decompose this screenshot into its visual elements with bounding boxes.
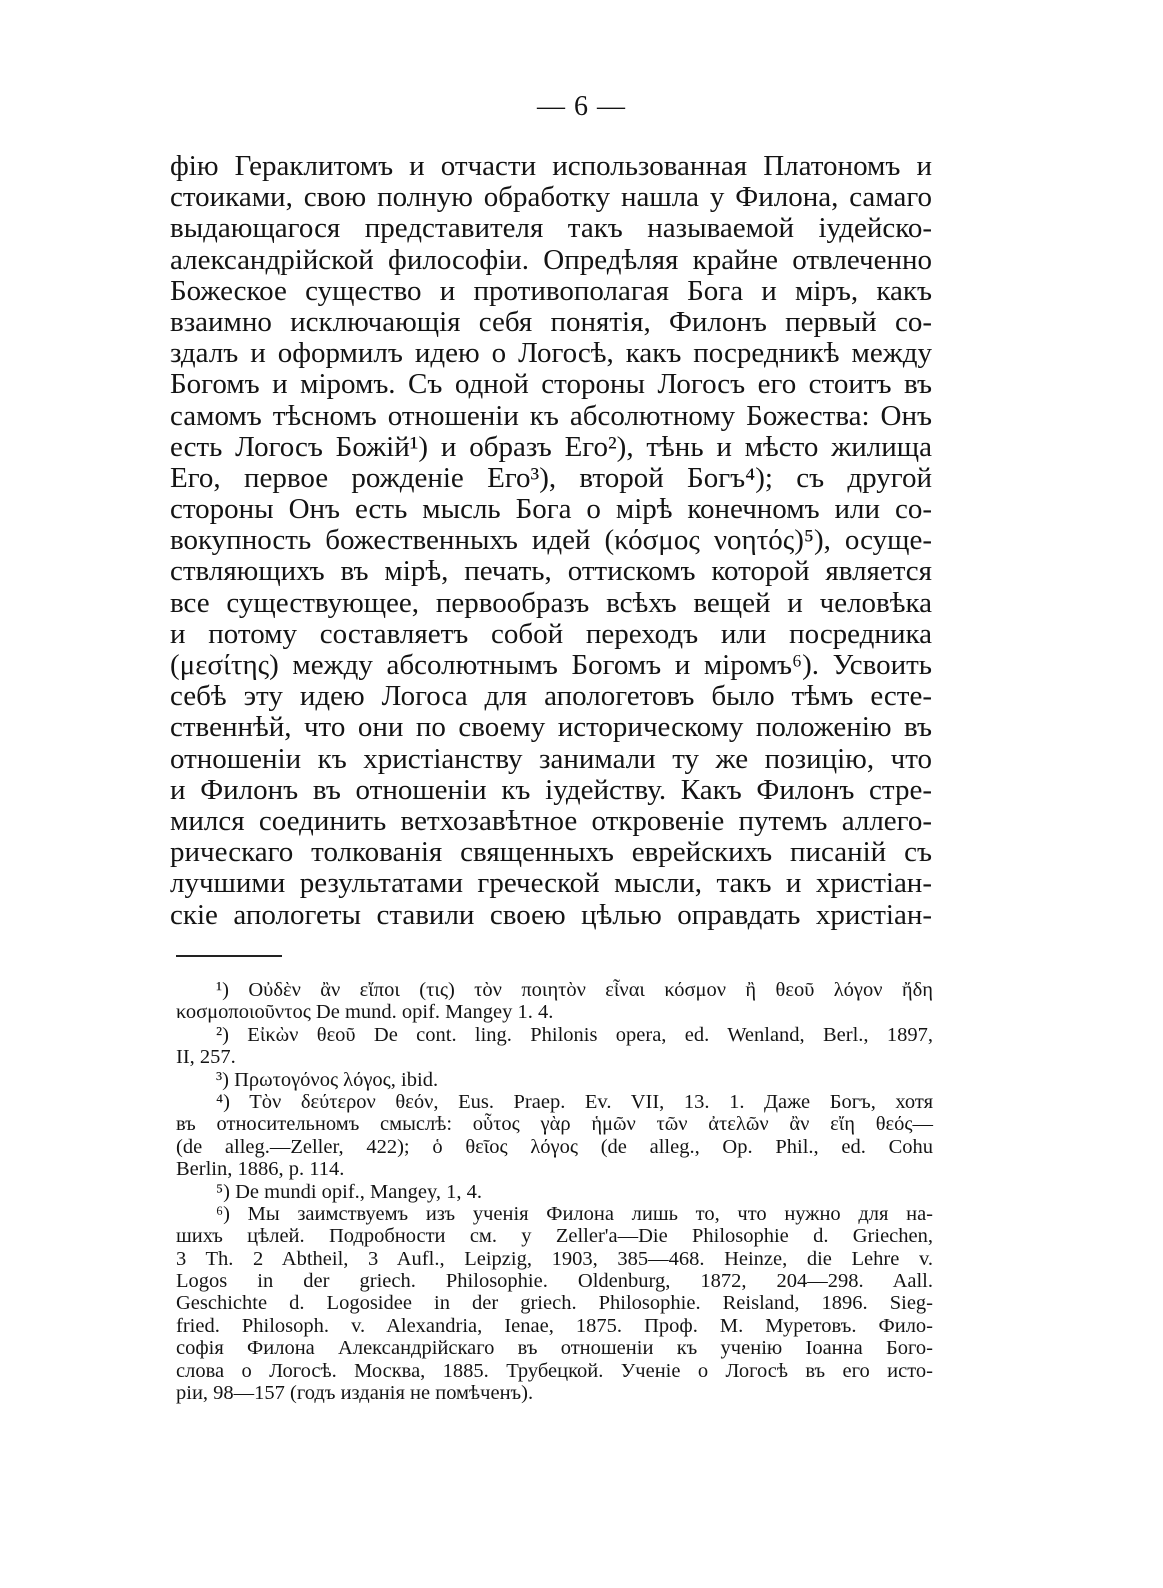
- footnote-line: ¹) Οὐδὲν ἂν εἴποι (τις) τὸν ποιητὸν εἶναι κόσμον ἢ θεοῦ λόγον ἤδη: [216, 979, 933, 1001]
- page-number: — 6 —: [537, 91, 626, 122]
- footnote-line: Geschichte d. Logosidee in der griech. Philosophie. Reisland, 1896. Sieg-: [176, 1292, 933, 1315]
- text-line: рическаго толкованія священныхъ еврейскихъ писаній съ: [170, 836, 932, 869]
- text-line: скіе апологеты ставили своею цѣлью оправдать христіан-: [170, 898, 932, 931]
- text-line: александрійской философіи. Опредѣляя крайне отвлеченно: [170, 243, 932, 276]
- footnote-line: ⁵) De mundi opif., Mangey, 1, 4.: [216, 1180, 483, 1203]
- text-line: ствляющихъ въ мірѣ, печать, оттискомъ которой является: [170, 555, 932, 588]
- text-line: взаимно исключающія себя понятія, Филонъ первый со-: [170, 305, 932, 338]
- text-line: себѣ эту идею Логоса для апологетовъ было тѣмъ есте-: [170, 680, 932, 713]
- text-line: выдающагося представителя такъ называемой іудейско-: [170, 212, 932, 245]
- text-line: самомъ тѣсномъ отношеніи къ абсолютному Божества: Онъ: [170, 399, 932, 432]
- footnote-line: (de alleg.—Zeller, 422); ὁ θεῖος λόγος (de alleg., Op. Phil., ed. Cohu: [176, 1135, 933, 1158]
- text-line: стороны Онъ есть мысль Бога о мірѣ конечномъ или со-: [170, 493, 932, 526]
- text-line: Его, первое рожденіе Его³), второй Богъ⁴); съ другой: [170, 461, 932, 494]
- footnote-line: слова о Логосѣ. Москва, 1885. Трубецкой. Ученіе о Логосѣ въ его исто-: [176, 1359, 933, 1382]
- footnote-line: II, 257.: [176, 1046, 236, 1069]
- text-line: фію Гераклитомъ и отчасти использованная Платономъ и: [170, 150, 932, 182]
- footnote-line: шихъ цѣлей. Подробности см. у Zeller'a—Die Philosophie d. Griechen,: [176, 1225, 933, 1248]
- footnote-line: ³) Πρωτογόνος λόγος, ibid.: [216, 1068, 439, 1091]
- footnote-line: въ относительномъ смыслѣ: οὗτος γὰρ ἡμῶν τῶν ἀτελῶν ἂν εἴη θεός—: [176, 1113, 933, 1136]
- text-line: Богомъ и міромъ. Съ одной стороны Логосъ его стоитъ въ: [170, 368, 932, 401]
- footnote-line: Logos in der griech. Philosophie. Oldenburg, 1872, 204—298. Aall.: [176, 1270, 933, 1293]
- text-line: и потому составляетъ собой переходъ или посредника: [170, 617, 932, 650]
- footnote-line: κοσμοποιοῦντος De mund. opif. Mangey 1. 4.: [176, 1001, 554, 1024]
- footnote-line: ріи, 98—157 (годъ изданія не помѣченъ).: [176, 1382, 534, 1405]
- footnote-line: fried. Philosoph. v. Alexandria, Ienae, 1875. Проф. М. Муретовъ. Фило-: [176, 1314, 933, 1337]
- text-line: здалъ и оформилъ идею о Логосѣ, какъ посредникѣ между: [170, 337, 932, 370]
- text-line: отношеніи къ христіанству занимали ту же позицію, что: [170, 742, 932, 775]
- footnotes-block: [176, 979, 933, 1404]
- text-line: лучшими результатами греческой мысли, такъ и христіан-: [170, 867, 932, 900]
- text-line: Божеское существо и противополагая Бога и міръ, какъ: [170, 274, 932, 307]
- footnote-line: ⁶) Мы заимствуемъ изъ ученія Филона лишь то, что нужно для на-: [216, 1202, 933, 1225]
- main-text-body: [170, 151, 932, 931]
- footnote-line: 3 Th. 2 Abtheil, 3 Aufl., Leipzig, 1903, 385—468. Heinze, die Lehre v.: [176, 1247, 933, 1270]
- text-line: стоиками, свою полную обработку нашла у Филона, самаго: [170, 181, 932, 214]
- footnote-line: Berlin, 1886, p. 114.: [176, 1158, 345, 1181]
- text-line: ственнѣй, что они по своему историческому положенію въ: [170, 711, 932, 744]
- text-line: мился соединить ветхозавѣтное откровеніе путемъ аллего-: [170, 804, 932, 837]
- text-line: и Филонъ въ отношеніи къ іудейству. Какъ Филонъ стре-: [170, 773, 932, 806]
- text-line: вокупность божественныхъ идей (κόσμος νοητός)⁵), осуще-: [170, 524, 932, 557]
- footnote-line: ²) Εἰκὼν θεοῦ De cont. ling. Philonis opera, ed. Wenland, Berl., 1897,: [216, 1023, 933, 1046]
- footnote-line: ⁴) Τὸν δεύτερον θεόν, Eus. Praep. Ev. VII, 13. 1. Даже Богъ, хотя: [216, 1090, 933, 1113]
- text-line: есть Логосъ Божій¹) и образъ Его²), тѣнь и мѣсто жилища: [170, 430, 932, 463]
- footnote-line: софія Филона Александрійскаго въ отношеніи къ ученію Іоанна Бого-: [176, 1337, 933, 1360]
- text-line: все существующее, первообразъ всѣхъ вещей и человѣка: [170, 586, 932, 619]
- footnote-divider: [176, 955, 282, 957]
- text-line: (μεσίτης) между абсолютнымъ Богомъ и міромъ⁶). Усвоить: [170, 649, 932, 681]
